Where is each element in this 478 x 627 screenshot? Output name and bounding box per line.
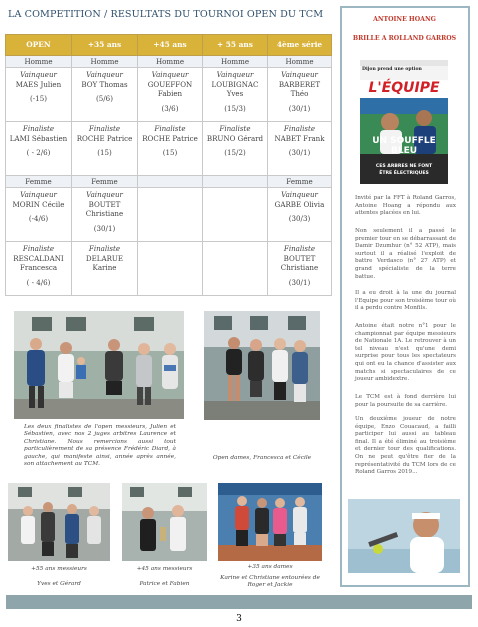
result-ranking: (30/1) bbox=[288, 277, 311, 287]
sidebar-paragraph: Un deuxième joueur de notre équipe, Enzo Couacaud, a failli participer lui aussi au tableau final. Il a été éliminé au troisième et dernier tour des qualifications. On ne peut qu'être fier de la représentativité du TCM lors de ce Roland Garros 2019... bbox=[355, 416, 456, 476]
result-ranking: (3/6) bbox=[161, 103, 179, 113]
finalists-men-row bbox=[6, 122, 332, 176]
result-name: BARBERET Théo bbox=[278, 79, 321, 99]
winners-men-row bbox=[6, 68, 332, 122]
sidebar-paragraph: Antoine était notre n°1 pour le championnat par équipe messieurs de Nationale 1A. Le retrouver à un tel niveau n'est qu'une demi surprise pour tous les spectateurs qui ont eu la chance d'assister aux matchs si spectaculaires de ce joueur ambidextre. bbox=[355, 323, 456, 383]
result-role: Vainqueur bbox=[20, 70, 57, 79]
photo-open-men-finalists bbox=[14, 311, 184, 419]
sidebar-subheading: BRILLE A ROLLAND GARROS bbox=[352, 35, 457, 42]
result-ranking: (15/2) bbox=[224, 148, 246, 158]
result-ranking: (30/1) bbox=[93, 223, 116, 233]
results-header-row bbox=[6, 35, 332, 56]
result-name: ROCHE Patrice bbox=[142, 133, 198, 143]
result-name: BOY Thomas bbox=[81, 79, 128, 89]
newspaper-banner: Dijon prend une option bbox=[362, 67, 422, 72]
result-role: Finaliste bbox=[154, 124, 186, 133]
result-cell bbox=[203, 122, 268, 176]
result-cell bbox=[6, 242, 72, 296]
page-number: 3 bbox=[236, 614, 242, 624]
result-role: Finaliste bbox=[283, 244, 316, 253]
result-cell bbox=[268, 188, 332, 242]
result-name: BOUTET Christiane bbox=[280, 253, 319, 273]
winners-women-row bbox=[6, 188, 332, 242]
result-name: RESCALDANI Francesca bbox=[13, 253, 64, 273]
caption-photo-open-women: Open dames, Francesca et Cécile bbox=[212, 455, 312, 461]
caption-photo-35-women-line1: +35 ans dames bbox=[247, 564, 293, 570]
result-role: Finaliste bbox=[219, 124, 251, 133]
result-cell bbox=[6, 68, 72, 122]
category-cell: Femme bbox=[6, 176, 72, 188]
result-ranking: (15/3) bbox=[224, 103, 246, 113]
category-row-men bbox=[6, 56, 332, 68]
result-cell bbox=[138, 68, 203, 122]
category-cell: Homme bbox=[72, 56, 138, 68]
result-role: Vainqueur bbox=[86, 70, 123, 79]
result-name: LOUBIGNAC Yves bbox=[211, 79, 259, 99]
result-cell bbox=[268, 242, 332, 296]
result-cell bbox=[268, 122, 332, 176]
finalists-women-row bbox=[6, 242, 332, 296]
sidebar-paragraph: Invité par la FFT à Roland Garros, Antoine Hoang a répondu aux attentes placées en lui. bbox=[355, 195, 456, 217]
result-cell bbox=[203, 68, 268, 122]
result-name: GOUEFFON Fabien bbox=[147, 79, 193, 99]
result-name: NABET Frank bbox=[274, 133, 325, 143]
result-ranking: ( - 2/6) bbox=[26, 148, 51, 158]
result-role: Finaliste bbox=[22, 124, 55, 133]
caption-photo-open-men: Les deux finalistes de l'open messieurs, Julien et Sébastien, avec nos 2 juges arbitres Laurence et Christiane. Nous remercions aussi tout particulièrement de sa présence Frédéric Diard, à gauche, qui manifeste ainsi, année après année, son attachement au TCM. bbox=[24, 424, 176, 468]
result-cell bbox=[72, 242, 138, 296]
result-ranking: (-4/6) bbox=[28, 214, 49, 224]
page-title: LA COMPETITION / RESULTATS DU TOURNOI OPEN DU TCM bbox=[8, 9, 324, 20]
result-ranking: (15) bbox=[162, 148, 178, 158]
result-ranking: (15) bbox=[97, 148, 112, 158]
caption-photo-55-men-line2: Yves et Gérard bbox=[37, 581, 81, 587]
photo-35-women bbox=[218, 483, 322, 561]
result-role: Finaliste bbox=[22, 244, 55, 253]
result-name: MAES Julien bbox=[15, 79, 62, 89]
header-45: +45 ans bbox=[138, 35, 203, 56]
result-ranking: (-15) bbox=[30, 94, 47, 104]
photo-antoine-hoang bbox=[348, 499, 460, 573]
caption-photo-45-men-line1: +45 ans messieurs bbox=[136, 566, 193, 572]
result-cell bbox=[138, 122, 203, 176]
newspaper-headline: UN SOUFFLE BLEU bbox=[372, 136, 436, 156]
result-name: DELARUE Karine bbox=[85, 253, 124, 273]
result-ranking: (30/1) bbox=[288, 103, 311, 113]
result-cell-empty bbox=[203, 188, 268, 242]
result-ranking: (5/6) bbox=[96, 94, 113, 104]
header-4serie: 4ème série bbox=[268, 35, 332, 56]
sidebar-paragraph: Le TCM est à fond derrière lui pour la poursuite de sa carrière. bbox=[355, 394, 456, 408]
results-table bbox=[5, 34, 332, 296]
result-cell bbox=[6, 188, 72, 242]
sidebar-heading: ANTOINE HOANG bbox=[373, 16, 436, 23]
caption-photo-55-men-line1: +55 ans messieurs bbox=[31, 566, 87, 572]
header-open: OPEN bbox=[6, 35, 72, 56]
newspaper-brand: L'ÉQUIPE bbox=[368, 80, 440, 96]
result-cell bbox=[6, 122, 72, 176]
result-cell bbox=[72, 122, 138, 176]
result-role: Vainqueur bbox=[216, 70, 254, 79]
footer-bar bbox=[6, 595, 472, 609]
result-ranking: (30/1) bbox=[288, 148, 311, 158]
result-role: Vainqueur bbox=[281, 190, 318, 199]
result-role: Vainqueur bbox=[86, 190, 123, 199]
newspaper-subline-1: CES ARBRES NE FONT bbox=[375, 164, 433, 169]
result-ranking: (30/3) bbox=[288, 214, 311, 224]
result-role: Finaliste bbox=[88, 244, 121, 253]
header-55: + 55 ans bbox=[203, 35, 268, 56]
category-cell bbox=[203, 176, 268, 188]
category-cell: Femme bbox=[268, 176, 332, 188]
result-cell-empty bbox=[138, 188, 203, 242]
sidebar-article bbox=[340, 6, 470, 587]
result-cell-empty bbox=[138, 242, 203, 296]
result-role: Vainqueur bbox=[151, 70, 189, 79]
category-cell: Homme bbox=[138, 56, 203, 68]
category-cell: Homme bbox=[6, 56, 72, 68]
result-name: BOUTET Christiane bbox=[85, 199, 124, 219]
photo-open-women bbox=[204, 311, 320, 420]
result-name: ROCHE Patrice bbox=[76, 133, 133, 143]
photo-55-men bbox=[8, 483, 110, 561]
category-row-women bbox=[6, 176, 332, 188]
category-cell: Homme bbox=[203, 56, 268, 68]
result-name: MORIN Cécile bbox=[12, 199, 65, 209]
result-name: GARBE Olivia bbox=[274, 199, 325, 209]
caption-photo-45-men-line2: Patrice et Fabien bbox=[139, 581, 190, 587]
sidebar-paragraph: Non seulement il a passé le premier tour en se débarrassant de Damir Dzumhur (n° 52 ATP), mais surtout il a réalisé l'exploit de battre Verdasco (n° 27 ATP) et grand spécialiste de la terre battue. bbox=[355, 228, 456, 280]
result-role: Vainqueur bbox=[20, 190, 57, 199]
result-role: Vainqueur bbox=[281, 70, 318, 79]
result-cell bbox=[72, 188, 138, 242]
caption-photo-35-women-line2: Karine et Christiane entourées de Roger et Jackie bbox=[220, 575, 320, 589]
result-cell bbox=[268, 68, 332, 122]
photo-45-men bbox=[122, 483, 207, 561]
category-cell bbox=[138, 176, 203, 188]
result-ranking: ( - 4/6) bbox=[26, 277, 51, 287]
result-role: Finaliste bbox=[88, 124, 121, 133]
result-role: Finaliste bbox=[283, 124, 316, 133]
result-cell-empty bbox=[203, 242, 268, 296]
category-cell: Homme bbox=[268, 56, 332, 68]
result-name: LAMI Sébastien bbox=[9, 133, 68, 143]
header-35: +35 ans bbox=[72, 35, 138, 56]
newspaper-cover bbox=[360, 60, 448, 184]
sidebar-paragraph: Il a eu droit à la une du journal l'Equipe pour son troisième tour où il a perdu contre Monfils. bbox=[355, 290, 456, 312]
result-name: BRUNO Gérard bbox=[206, 133, 264, 143]
newspaper-subline-2: ÊTRE ÉLECTRIQUES bbox=[379, 171, 429, 176]
result-cell bbox=[72, 68, 138, 122]
category-cell: Femme bbox=[72, 176, 138, 188]
